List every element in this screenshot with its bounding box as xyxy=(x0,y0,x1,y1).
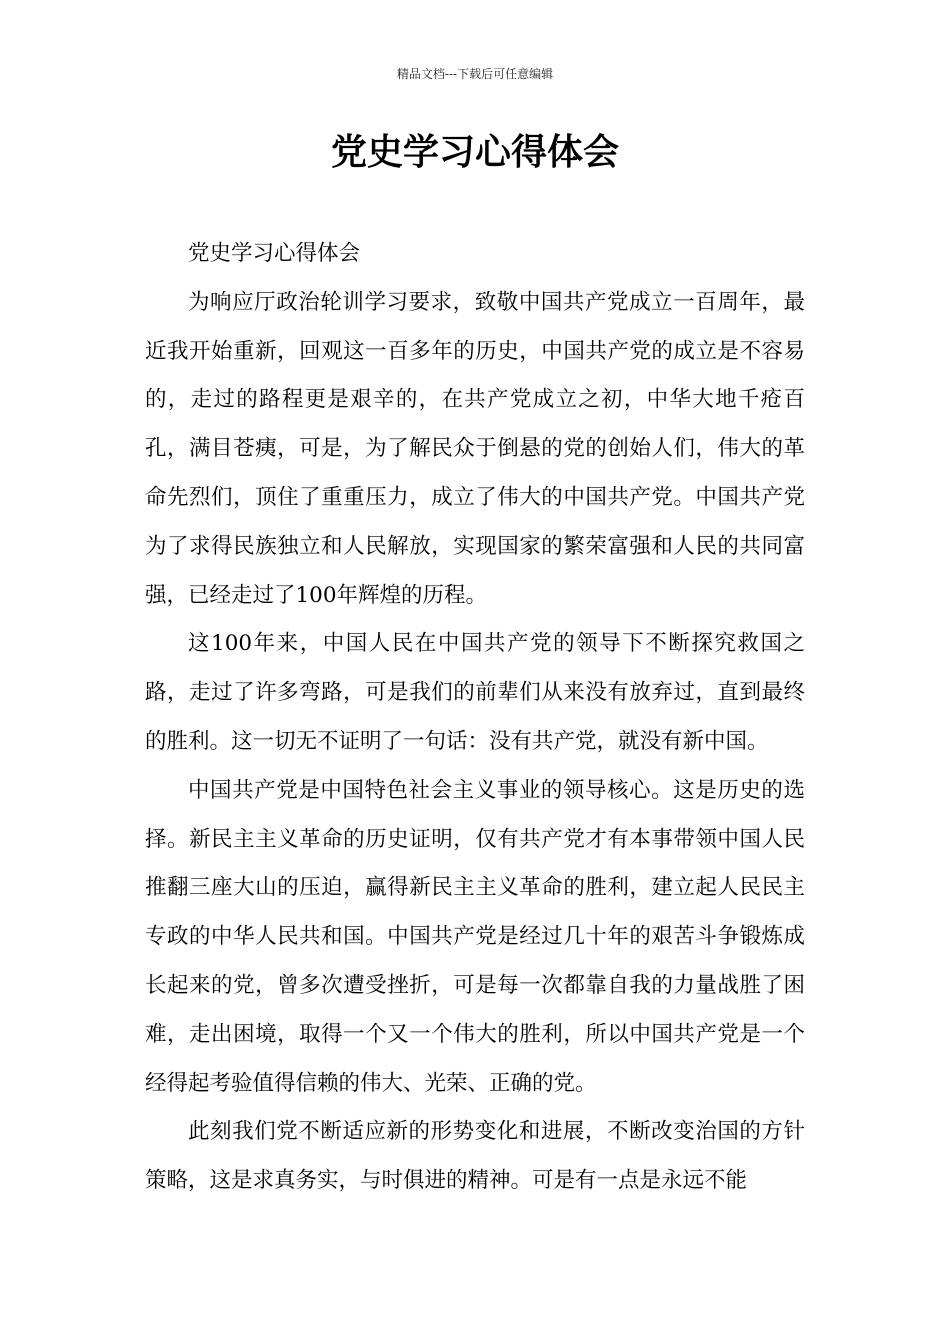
body-paragraph: 此刻我们党不断适应新的形势变化和进展，不断改变治国的方针策略，这是求真务实，与时俱进的精神。可是有一点是永远不能 xyxy=(145,1119,805,1194)
body-paragraph: 这100年来，中国人民在中国共产党的领导下不断探究救国之路，走过了许多弯路，可是我们的前辈们从来没有放弃过，直到最终的胜利。这一切无不证明了一句话：没有共产党，就没有新中国。 xyxy=(145,631,805,754)
document-body xyxy=(145,230,805,1206)
header-note: 精品文档---下载后可任意编辑 xyxy=(396,67,554,81)
body-paragraph: 为响应厅政治轮训学习要求，致敬中国共产党成立一百周年，最近我开始重新，回观这一百多年的历史，中国共产党的成立是不容易的，走过的路程更是艰辛的，在共产党成立之初，中华大地千疮百孔，满目苍痍，可是，为了解民众于倒悬的党的创始人们，伟大的革命先烈们，顶住了重重压力，成立了伟大的中国共产党。中国共产党为了求得民族独立和人民解放，实现国家的繁荣富强和人民的共同富强，已经走过了100年辉煌的历程。 xyxy=(145,289,805,608)
body-paragraph: 中国共产党是中国特色社会主义事业的领导核心。这是历史的选择。新民主主义革命的历史证明，仅有共产党才有本事带领中国人民推翻三座大山的压迫，赢得新民主主义革命的胜利，建立起人民民主专政的中华人民共和国。中国共产党是经过几十年的艰苦斗争锻炼成长起来的党，曾多次遭受挫折，可是每一次都靠自我的力量战胜了困难，走出困境，取得一个又一个伟大的胜利，所以中国共产党是一个经得起考验值得信赖的伟大、光荣、正确的党。 xyxy=(145,777,805,1096)
subtitle-paragraph: 党史学习心得体会 xyxy=(188,241,361,266)
document-title: 党史学习心得体会 xyxy=(330,131,619,173)
